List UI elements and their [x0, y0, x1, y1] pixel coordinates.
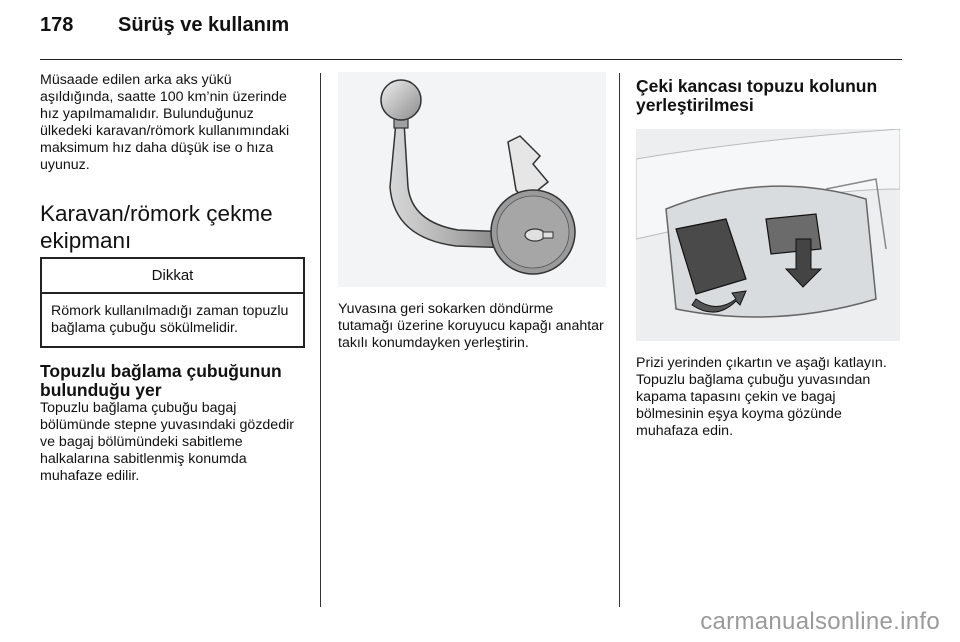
key-icon: [525, 229, 545, 241]
notice-box: [40, 257, 305, 348]
watermark: carmanualsonline.info: [700, 608, 940, 635]
column-right: [636, 72, 902, 440]
key-blade: [543, 232, 553, 238]
column-left: [40, 72, 305, 485]
socket-illustration: [636, 129, 900, 341]
chapter-title: Sürüş ve kullanım: [118, 14, 290, 36]
section-heading: Karavan/römork çekme ekipmanı: [40, 201, 273, 253]
tow-bar-illustration: [338, 72, 606, 287]
column-divider-left: [320, 73, 321, 607]
closure-plug: [766, 214, 821, 254]
notice-title: Dikkat: [42, 259, 303, 294]
header-rule: [40, 59, 902, 60]
subheading-paragraph: Topuzlu bağlama çubuğu bagaj bölümünde stepne yuvasındaki gözdedir ve bagaj bölümündeki sabitleme halkalarına sabitlenmiş konumda muhafaze edilir.: [40, 400, 294, 484]
right-caption: Prizi yerinden çıkartın ve aşağı katlayın. Topuzlu bağlama çubuğu yuvasından kapama tapasını çekin ve bagaj bölmesinin eşya koyma gözünde muhafaza edin.: [636, 355, 887, 439]
notice-body: Römork kullanılmadığı zaman topuzlu bağlama çubuğu sökülmelidir.: [51, 303, 289, 336]
socket-drawing: [636, 129, 900, 341]
page-header: [40, 14, 902, 54]
column-divider-right: [619, 73, 620, 607]
column-middle: [338, 72, 606, 352]
middle-caption: Yuvasına geri sokarken döndürme tutamağı üzerine koruyucu kapağı anahtar takılı konumdayken yerleştirin.: [338, 301, 604, 351]
tow-ball: [381, 80, 421, 120]
intro-paragraph: Müsaade edilen arka aks yükü aşıldığında, saatte 100 km’nin üzerinde hız yapılmamalıdır. Bulunduğunuz ülkedeki karavan/römork kullanımındaki maksimum hız daha düşük ise o hıza uyunuz.: [40, 72, 290, 173]
subheading: Topuzlu bağlama çubuğunun bulunduğu yer: [40, 361, 282, 400]
right-heading: Çeki kancası topuzu kolunun yerleştirilmesi: [636, 76, 878, 115]
page-number: 178: [40, 14, 74, 36]
tow-bar-drawing: [338, 72, 606, 287]
